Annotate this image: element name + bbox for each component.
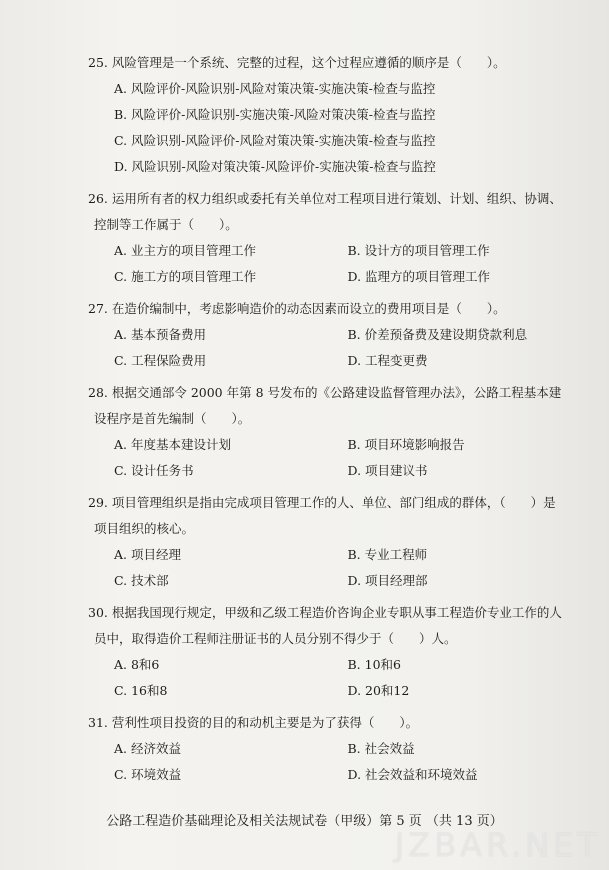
option-list bbox=[88, 652, 581, 704]
question-31 bbox=[88, 710, 581, 788]
question-stem-continued: 控制等工作属于（ ）。 bbox=[94, 217, 238, 232]
option-row bbox=[114, 238, 581, 264]
option-b: B. 设计方的项目管理工作 bbox=[347, 243, 490, 258]
option-list bbox=[88, 432, 581, 484]
option-b: B. 项目环境影响报告 bbox=[347, 437, 465, 452]
option-b: B. 价差预备费及建设期贷款利息 bbox=[347, 327, 528, 342]
option-list bbox=[88, 238, 581, 290]
question-27 bbox=[88, 296, 581, 374]
question-26 bbox=[88, 186, 581, 290]
question-29 bbox=[88, 490, 581, 594]
option-row bbox=[114, 678, 581, 704]
option-row bbox=[114, 322, 581, 348]
question-stem: 29. 项目管理组织是指由完成项目管理工作的人、单位、部门组成的群体，（ ）是 bbox=[88, 495, 556, 510]
question-stem: 31. 营利性项目投资的目的和动机主要是为了获得（ ）。 bbox=[88, 715, 419, 730]
option-b: B. 风险评价-风险识别-实施决策-风险对策决策-检查与监控 bbox=[114, 107, 436, 122]
option-b: B. 社会效益 bbox=[347, 741, 415, 756]
option-a: A. 业主方的项目管理工作 bbox=[114, 243, 256, 258]
option-c: C. 设计任务书 bbox=[114, 463, 194, 478]
question-stem: 25. 风险管理是一个系统、完整的过程，这个过程应遵循的顺序是（ ）。 bbox=[88, 55, 506, 70]
option-d: D. 风险识别-风险对策决策-风险评价-实施决策-检查与监控 bbox=[114, 159, 436, 174]
option-list bbox=[88, 542, 581, 594]
option-a: A. 风险评价-风险识别-风险对策决策-实施决策-检查与监控 bbox=[114, 81, 436, 96]
question-stem: 30. 根据我国现行规定，甲级和乙级工程造价咨询企业专职从事工程造价专业工作的人 bbox=[88, 605, 562, 620]
option-a: A. 8和6 bbox=[114, 657, 160, 672]
option-row bbox=[114, 458, 581, 484]
option-row bbox=[114, 736, 581, 762]
option-list bbox=[88, 76, 581, 180]
option-row bbox=[114, 568, 581, 594]
question-stem: 27. 在造价编制中，考虑影响造价的动态因素而设立的费用项目是（ ）。 bbox=[88, 301, 506, 316]
option-d: D. 社会效益和环境效益 bbox=[347, 767, 478, 782]
option-a: A. 经济效益 bbox=[114, 741, 181, 756]
option-b: B. 专业工程师 bbox=[347, 547, 428, 562]
question-stem-continued: 员中，取得造价工程师注册证书的人员分别不得少于（ ）人。 bbox=[94, 631, 457, 646]
option-c: C. 工程保险费用 bbox=[114, 353, 207, 368]
option-row bbox=[114, 264, 581, 290]
question-stem: 26. 运用所有者的权力组织或委托有关单位对工程项目进行策划、计划、组织、协调、 bbox=[88, 191, 562, 206]
option-d: D. 20和12 bbox=[347, 683, 410, 698]
option-c: C. 16和8 bbox=[114, 683, 168, 698]
option-c: C. 风险识别-风险评价-风险对策决策-实施决策-检查与监控 bbox=[114, 133, 436, 148]
option-row bbox=[114, 348, 581, 374]
page-footer: 公路工程造价基础理论及相关法规试卷（甲级）第 5 页 （共 13 页） bbox=[106, 814, 503, 829]
option-a: A. 基本预备费用 bbox=[114, 327, 206, 342]
question-stem-continued: 设程序是首先编制（ ）。 bbox=[94, 411, 251, 426]
question-stem: 28. 根据交通部令 2000 年第 8 号发布的《公路建设监督管理办法》，公路工程基本建 bbox=[88, 385, 562, 400]
question-25 bbox=[88, 50, 581, 180]
option-list bbox=[88, 736, 581, 788]
option-list bbox=[88, 322, 581, 374]
question-28 bbox=[88, 380, 581, 484]
option-b: B. 10和6 bbox=[347, 657, 401, 672]
site-watermark: JZBAR.NET bbox=[394, 826, 601, 864]
option-a: A. 年度基本建设计划 bbox=[114, 437, 231, 452]
option-row bbox=[114, 762, 581, 788]
option-a: A. 项目经理 bbox=[114, 547, 181, 562]
option-c: C. 环境效益 bbox=[114, 767, 182, 782]
question-30 bbox=[88, 600, 581, 704]
option-c: C. 施工方的项目管理工作 bbox=[114, 269, 257, 284]
option-row bbox=[114, 432, 581, 458]
option-row bbox=[114, 652, 581, 678]
option-row bbox=[114, 542, 581, 568]
option-d: D. 项目建议书 bbox=[347, 463, 428, 478]
option-d: D. 工程变更费 bbox=[347, 353, 428, 368]
option-c: C. 技术部 bbox=[114, 573, 169, 588]
question-stem-continued: 项目组织的核心。 bbox=[94, 521, 195, 536]
option-d: D. 监理方的项目管理工作 bbox=[347, 269, 491, 284]
option-d: D. 项目经理部 bbox=[347, 573, 428, 588]
